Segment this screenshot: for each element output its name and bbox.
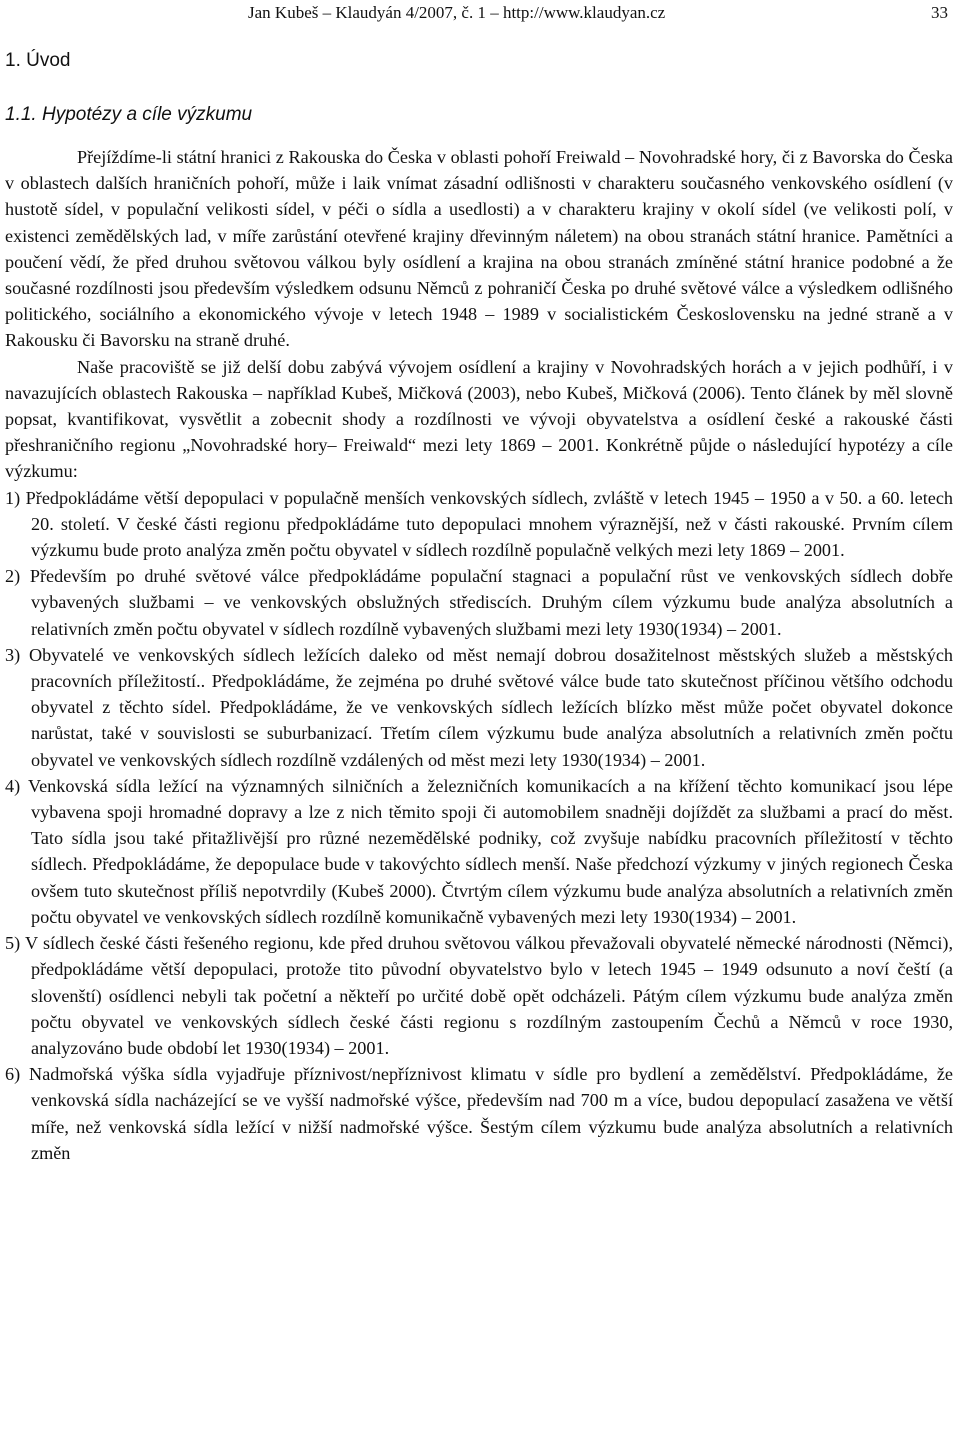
hypothesis-item: 5) V sídlech české části řešeného regionu, kde před druhou světovou válkou převažovali obyvatelé německé národnosti (Němci), předpokládáme větší depopulaci, protože tito původní obyvatelstvo bylo v letech 1945 – 1949 odsunuto a noví čeští (a slovenští) osídlenci nebyli tak početní a někteří po určité době opět odcházeli. Pátým cílem výzkumu bude analýza změn počtu obyvatel ve venkovských sídlech české části regionu s rozdílným zastoupením Čechů a Němců v roce 1930, analyzováno bude období let 1930(1934) – 2001.	[5, 933, 953, 1058]
hypothesis-item: 4) Venkovská sídla ležící na významných silničních a železničních komunikacích a na křížení těchto komunikací jsou lépe vybavena spoji hromadné dopravy a lze z nich těmito spoji či automobilem snadněji dojíždět za službami a prací do měst. Tato sídla jsou také přitažlivější pro různé nezemědělské podniky, což zvyšuje nabídku pracovních příležitostí v těchto sídlech. Předpokládáme, že depopulace bude v takovýchto sídlech menší. Naše předchozí výzkumy v jiných regionech Česka ovšem tuto skutečnost příliš nepotvrdily (Kubeš 2000). Čtvrtým cílem výzkumu bude analýza absolutních a relativních změn počtu obyvatel ve venkovských sídlech rozdílně komunikačně vybavených mezi lety 1930(1934) – 2001.	[5, 775, 953, 927]
hypothesis-item: 2) Především po druhé světové válce předpokládáme populační stagnaci a populační růst ve venkovských sídlech dobře vybavených službami – ve venkovských obslužných střediscích. Druhým cílem výzkumu bude analýza absolutních a relativních změn počtu obyvatel v sídlech rozdílně vybavených službami mezi lety 1930(1934) – 2001.	[5, 566, 953, 639]
page-number: 33	[931, 3, 948, 22]
paragraph: Přejíždíme-li státní hranici z Rakouska do Česka v oblasti pohoří Freiwald – Novohradské hory, či z Bavorska do Česka v oblastech dalších hraničních pohoří, může i laik vnímat zásadní odlišnosti v charakteru současného venkovského osídlení (v hustotě sídel, v populační velikosti sídel, v péči o sídla a usedlosti) a v charakteru krajiny v okolí sídel (ve velikosti polí, v existenci zemědělských lad, v míře zarůstání otevřené krajiny dřevinným náletem) na obou stranách státní hranice. Pamětníci a poučení vědí, že před druhou světovou válkou byly osídlení a krajina na obou stranách zmíněné státní hranice podobné a že současné rozdílnosti jsou především výsledkem odsunu Němců z pohraničí Česka po druhé světové válce a výsledkem odlišného politického, sociálního a ekonomického vývoje v letech 1948 – 1989 v socialistickém Československu na jedné straně a v Rakousku či Bavorsku na straně druhé.	[5, 147, 953, 351]
chapter-title: 1. Úvod	[5, 50, 71, 71]
hypothesis-item: 1) Předpokládáme větší depopulaci v populačně menších venkovských sídlech, zvláště v letech 1945 – 1950 a v 50. a 60. letech 20. století. V české části regionu předpokládáme tuto depopulaci mnohem výraznější, než v části rakouské. Prvním cílem výzkumu bude proto analýza změn počtu obyvatel v sídlech rozdílně populačně velkých mezi lety 1869 – 2001.	[5, 487, 953, 561]
section-title: 1.1. Hypotézy a cíle výzkumu	[5, 104, 253, 125]
running-head-text: Jan Kubeš – Klaudyán 4/2007, č. 1 – http://www.klaudyan.cz	[248, 3, 666, 22]
running-head	[248, 2, 948, 24]
paragraph: Naše pracoviště se již delší dobu zabývá vývojem osídlení a krajiny v Novohradských horách a v jejich podhůří, i v navazujících oblastech Rakouska – například Kubeš, Mičková (2003), nebo Kubeš, Mičková (2006). Tento článek by měl slovně popsat, kvantifikovat, vysvětlit a zobecnit shody a rozdílnosti ve vývoji obyvatelstva a osídlení české a rakouské části přeshraničního regionu „Novohradské hory– Freiwald“ mezi lety 1869 – 2001. Konkrétně půjde o následující hypotézy a cíle výzkumu:	[5, 356, 953, 482]
hypothesis-item: 6) Nadmořská výška sídla vyjadřuje příznivost/nepříznivost klimatu v sídle pro bydlení a zemědělství. Předpokládáme, že venkovská sídla nacházející se ve vyšší nadmořské výšce, především nad 700 m a více, budou depopulací zasažena ve větší míře, než venkovská sídla ležící v nižší nadmořské výšce. Šestým cílem výzkumu bude analýza absolutních a relativních změn	[5, 1064, 953, 1163]
body-text	[5, 144, 953, 1166]
hypothesis-item: 3) Obyvatelé ve venkovských sídlech ležících daleko od měst nemají dobrou dosažitelnost městských služeb a městských pracovních příležitostí.. Předpokládáme, že zejména po druhé světové válce bude tato skutečnost příčinou většího odchodu obyvatel z těchto sídel. Předpokládáme, že ve venkovských sídlech ležících blízko měst může počet obyvatel dokonce narůstat, také v souvislosti se suburbanizací. Třetím cílem výzkumu bude analýza absolutních a relativních změn počtu obyvatel ve venkovských sídlech rozdílně vzdálených od měst mezi lety 1930(1934) – 2001.	[5, 644, 953, 770]
